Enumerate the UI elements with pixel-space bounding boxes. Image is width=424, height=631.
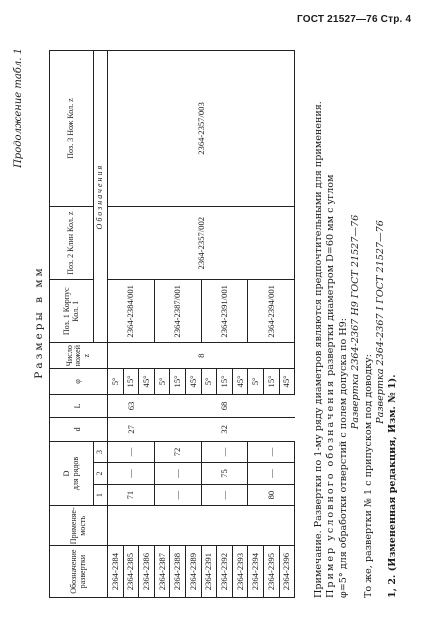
cell-D1: 80 [248,484,295,506]
cell-D2: — [154,463,201,485]
cell-pos1: 2364-2387/001 [154,280,201,343]
cell-pos1: 2364-2391/001 [201,280,248,343]
cell-code: 2364-2393 [232,546,248,598]
cell-phi: 5° [108,369,124,395]
header-pos1: Поз. 1 Корпус Кол. 1 [50,280,94,343]
cell-code: 2364-2395 [263,546,279,598]
note-designation-2: Развертка 2364-2367 I ГОСТ 21527—76 [375,220,387,424]
cell-phi: 5° [248,369,264,395]
header-z: Число ножей z [50,343,108,369]
page-header: ГОСТ 21527—76 Стр. 4 [297,14,412,25]
cell-d: 27 [108,418,155,441]
header-D [50,441,94,506]
cell-d [248,418,295,441]
cell-phi: 15° [170,369,186,395]
cell-phi: 15° [217,369,233,395]
cell-code: 2364-2388 [170,546,186,598]
header-L: L [50,394,108,417]
cell-pos1: 2364-2384/001 [108,280,155,343]
cell-code: 2364-2396 [279,546,295,598]
cell-phi: 45° [139,369,155,395]
header-D-sub: для рядов [70,456,80,491]
cell-D2: — [108,463,155,485]
cell-code: 2364-2389 [185,546,201,598]
header-designation: Обозначение развертки [50,546,108,598]
cell-code: 2364-2392 [217,546,233,598]
cell-D2: 75 [201,463,248,485]
cell-phi: 45° [279,369,295,395]
cell-pos2: 2364-2357/002 [108,207,295,280]
cell-D3: — [201,441,248,463]
note-primechanie: Примечание. Развертки по 1-му ряду диаметров являются предпочтительными для применения. [313,101,324,598]
note-example-tail: развертки диаметром D=60 мм с углом [325,174,337,376]
notes [313,46,400,598]
cell-code: 2364-2394 [248,546,264,598]
cell-code: 2364-2386 [139,546,155,598]
header-phi: φ [50,369,108,395]
header-pos2: Поз. 2 Клин Кол. z [50,207,94,280]
cell-d: 32 [201,418,248,441]
cell-code: 2364-2384 [108,546,124,598]
cell-code: 2364-2387 [154,546,170,598]
cell-phi: 15° [263,369,279,395]
cell-phi: 15° [123,369,139,395]
cell-z: 8 [108,343,295,369]
header-D-letter: D [62,470,72,477]
cell-pos3: 2364-2357/003 [108,51,295,207]
cell-phi: 45° [185,369,201,395]
table-title: Размеры в мм [33,265,45,379]
cell-D3: — [108,441,155,463]
note-revision: 1, 2. (Измененная редакция, Изм. № 1). [387,374,399,598]
rotated-page-content [13,42,411,602]
cell-d [154,418,201,441]
cell-D3: 72 [154,441,201,463]
cell-D1: — [201,484,248,506]
header-applicability: Применяе-мость [50,506,108,546]
cell-L [248,394,295,417]
cell-phi: 5° [201,369,217,395]
cell-D1: — [154,484,201,506]
note-example-lead: Пример условного обозначения [325,378,337,598]
cell-L: 68 [201,394,248,417]
table-continuation-label: Продолжение табл. 1 [13,48,24,168]
cell-D1: 71 [108,484,155,506]
header-pos3: Поз. 3 Нож Кол. z [50,51,94,207]
cell-L: 63 [108,394,155,417]
cell-D3: — [248,441,295,463]
cell-code: 2364-2391 [201,546,217,598]
header-row1: 1 [94,484,108,506]
note-designation-1: Развертка 2364-2367 H9 ГОСТ 21527—76 [350,214,362,430]
note-same: То же, развертки № 1 с припуском под доводку: [362,354,374,598]
note-phi: φ=5° для обработки отверстий с полем допуска по Н9: [337,317,349,598]
cell-applicability [108,506,295,546]
cell-phi: 5° [154,369,170,395]
header-oboznacheniya: Обозначения [94,51,108,343]
cell-L [154,394,201,417]
cell-phi: 45° [232,369,248,395]
header-d: d [50,418,108,441]
cell-D2: — [248,463,295,485]
note-example [325,46,337,598]
cell-code: 2364-2385 [123,546,139,598]
reamer-table [49,50,295,598]
header-row3: 3 [94,441,108,463]
header-row2: 2 [94,463,108,485]
cell-pos1: 2364-2394/001 [248,280,295,343]
